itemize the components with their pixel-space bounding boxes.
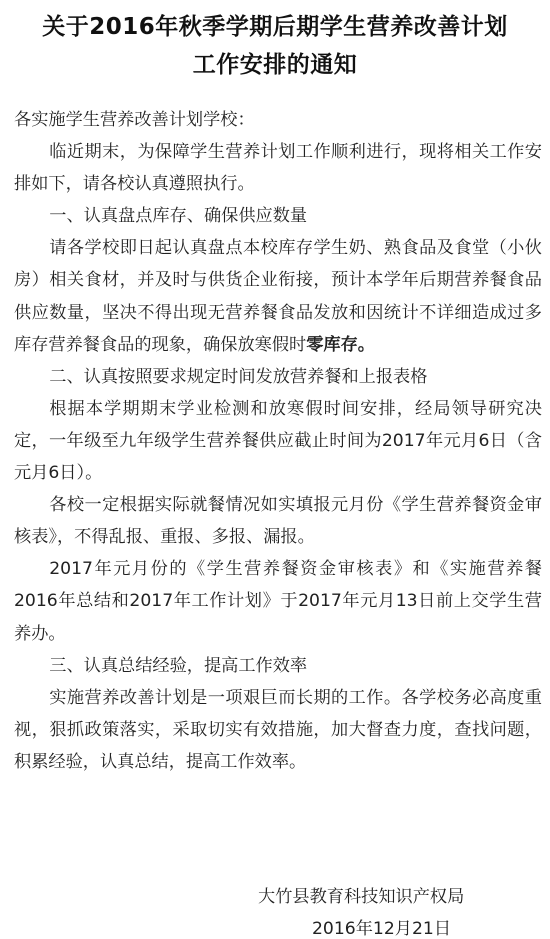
- section-2-paragraph-2: 各校一定根据实际就餐情况如实填报元月份《学生营养餐资金审核表》，不得乱报、重报、多报、漏报。: [14, 495, 542, 548]
- section-2-heading: 二、认真按照要求规定时间发放营养餐和上报表格: [49, 366, 428, 387]
- document-title-line-2: 工作安排的通知: [192, 52, 358, 78]
- section-3-heading: 三、认真总结经验，提高工作效率: [49, 655, 308, 676]
- intro-paragraph: 临近期末，为保障学生营养计划工作顺利进行，现将相关工作安排如下，请各校认真遵照执行。: [14, 142, 542, 195]
- signature-organization: 大竹县教育科技知识产权局: [258, 887, 465, 907]
- zero-inventory-emphasis: 零库存。: [306, 334, 375, 355]
- section-3-paragraph: 实施营养改善计划是一项艰巨而长期的工作。各学校务必高度重视，狠抓政策落实，采取切实有效措施，加大督查力度，查找问题，积累经验，认真总结，提高工作效率。: [14, 687, 542, 772]
- document-body: [14, 104, 542, 778]
- section-2-paragraph-3: 2017年元月份的《学生营养餐资金审核表》和《实施营养餐2016年总结和2017年工作计划》于2017年元月13日前上交学生营养办。: [14, 559, 542, 644]
- section-1-text: 请各学校即日起认真盘点本校库存学生奶、熟食品及食堂（小伙房）相关食材，并及时与供货企业衔接，预计本学年后期营养餐食品供应数量，坚决不得出现无营养餐食品发放和因统计不详细造成过多库存营养餐食品的现象，确保放寒假时: [14, 238, 542, 355]
- document-title-line-1: 关于2016年秋季学期后期学生营养改善计划: [42, 14, 508, 40]
- section-1-heading: 一、认真盘点库存、确保供应数量: [49, 206, 308, 227]
- salutation: 各实施学生营养改善计划学校：: [14, 110, 255, 130]
- section-1-paragraph: [14, 232, 542, 360]
- signature-date: 2016年12月21日: [312, 919, 452, 939]
- section-2-paragraph-1: 根据本学期期末学业检测和放寒假时间安排，经局领导研究决定，一年级至九年级学生营养餐供应截止时间为2017年元月6日（含元月6日）。: [14, 398, 542, 484]
